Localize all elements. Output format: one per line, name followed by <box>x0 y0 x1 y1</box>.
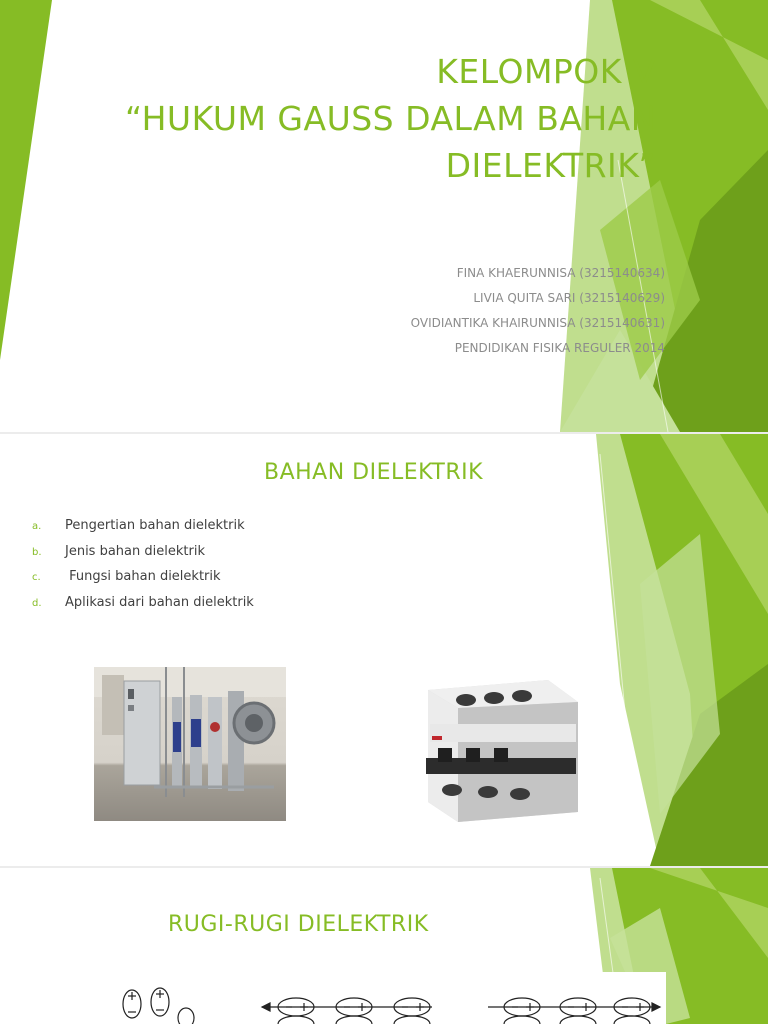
list-text: Fungsi bahan dielektrik <box>65 569 221 584</box>
author-line: FINA KHAERUNNISA (3215140634) <box>456 266 665 280</box>
author-line: OVIDIANTIKA KHAIRUNNISA (3215140631) <box>410 316 665 330</box>
title-slide <box>0 0 768 432</box>
list-letter: b. <box>32 546 42 558</box>
slide-title: BAHAN DIELEKTRIK <box>264 460 484 485</box>
list-item <box>32 595 254 621</box>
content-slide-rugi-rugi-dielektrik <box>0 868 768 1024</box>
author-list <box>411 261 665 361</box>
content-slide-bahan-dielektrik <box>0 434 768 866</box>
author-line: LIVIA QUITA SARI (3215140629) <box>473 291 665 305</box>
list-item <box>32 544 254 570</box>
list-text: Pengertian bahan dielektrik <box>65 518 245 533</box>
title-line: “HUKUM GAUSS DALAM BAHAN <box>125 99 656 138</box>
list-letter: d. <box>32 597 42 609</box>
title-line: DIELEKTRIK” <box>445 146 656 185</box>
list-letter: a. <box>32 521 42 532</box>
dipole-polarization-diagram <box>112 972 666 1024</box>
list-text: Jenis bahan dielektrik <box>65 543 205 559</box>
slide-title: RUGI-RUGI DIELEKTRIK <box>168 912 429 937</box>
title-line: KELOMPOK V <box>436 52 656 91</box>
industrial-equipment-photo <box>94 667 286 821</box>
circuit-breaker-photo <box>418 662 584 828</box>
presentation-title <box>125 48 656 189</box>
topic-list <box>32 518 254 620</box>
list-letter: c. <box>32 572 41 583</box>
list-text: Aplikasi dari bahan dielektrik <box>65 594 254 610</box>
author-line: PENDIDIKAN FISIKA REGULER 2014 <box>454 341 665 355</box>
list-item <box>32 518 254 544</box>
list-item <box>32 569 254 595</box>
